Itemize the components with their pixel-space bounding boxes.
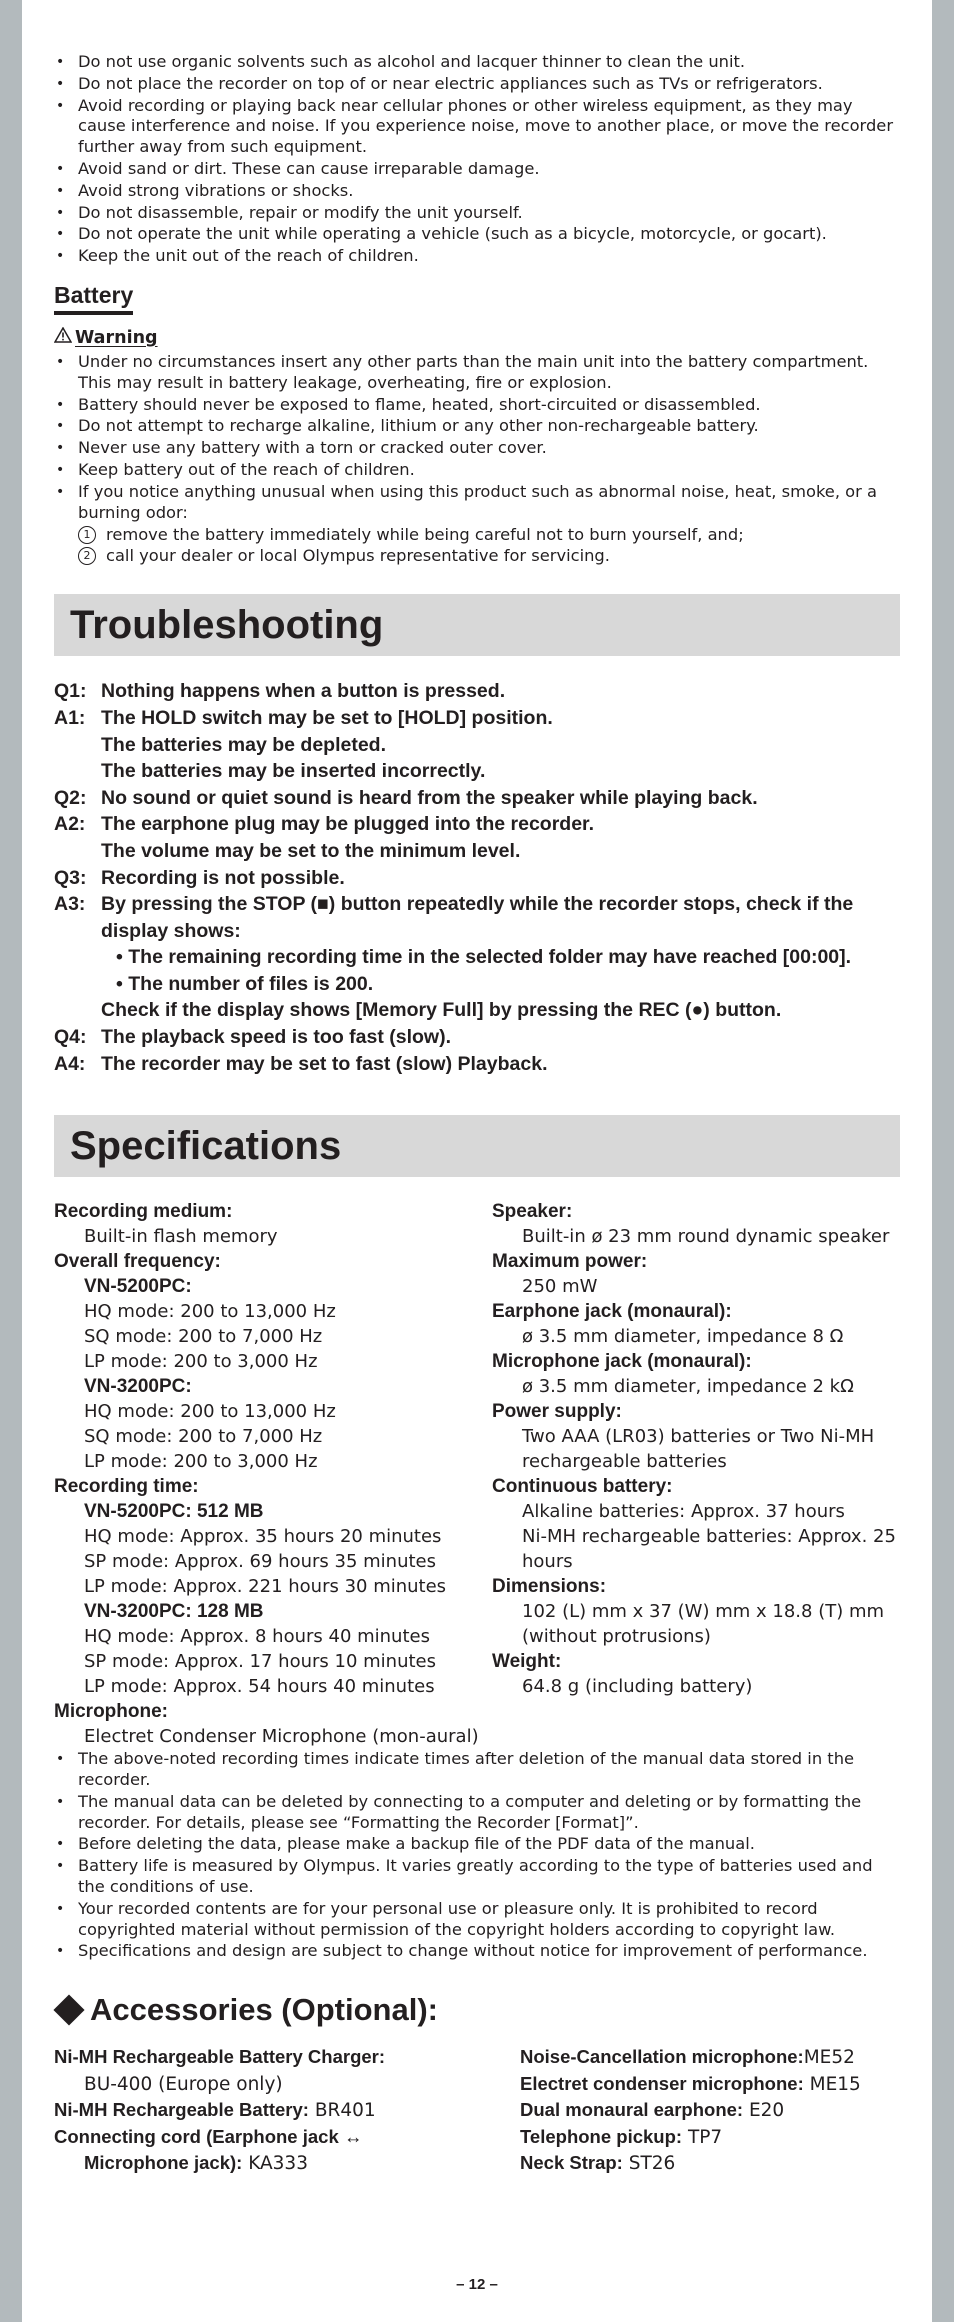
qa-row bbox=[54, 705, 900, 732]
troubleshooting-list bbox=[54, 678, 900, 1077]
spec-value: HQ mode: 200 to 13,000 Hz bbox=[84, 1301, 336, 1323]
spec-value: ø 3.5 mm diameter, impedance 2 kΩ bbox=[522, 1376, 854, 1398]
accessory-label: Telephone pickup: bbox=[520, 2125, 683, 2147]
spec-value: LP mode: 200 to 3,000 Hz bbox=[84, 1451, 318, 1473]
accessory-item bbox=[54, 2044, 520, 2071]
accessory-item bbox=[54, 2150, 520, 2177]
accessory-item bbox=[54, 2124, 520, 2151]
battery-bullet-list bbox=[54, 352, 900, 523]
spec-heading: Weight: bbox=[492, 1651, 562, 1673]
specifications-left-column bbox=[54, 1199, 492, 1749]
spec-heading: Speaker: bbox=[492, 1201, 573, 1223]
diamond-bullet-icon bbox=[53, 1995, 84, 2026]
spec-value: SQ mode: 200 to 7,000 Hz bbox=[84, 1326, 323, 1348]
care-bullet-item: • Do not disassemble, repair or modify the unit yourself. bbox=[54, 203, 900, 224]
care-bullet-item: • Do not place the recorder on top of or near electric appliances such as TVs or refrigerators. bbox=[54, 74, 900, 95]
care-bullet-list bbox=[54, 52, 900, 267]
accessory-label: Connecting cord (Earphone jack ↔ bbox=[54, 2125, 363, 2147]
spec-value: HQ mode: Approx. 35 hours 20 minutes bbox=[84, 1526, 442, 1548]
battery-bullet-item: • Battery should never be exposed to flame, heated, short-circuited or disassembled. bbox=[54, 395, 900, 416]
circled-number: 2 bbox=[78, 547, 96, 565]
spec-value: Built-in ø 23 mm round dynamic speaker bbox=[522, 1226, 890, 1248]
accessory-value: E20 bbox=[743, 2100, 785, 2122]
qa-text: The recorder may be set to fast (slow) Playback. bbox=[101, 1052, 548, 1075]
accessories-table bbox=[54, 2044, 900, 2177]
qa-label bbox=[54, 838, 101, 865]
qa-text: Recording is not possible. bbox=[101, 866, 345, 889]
accessory-value: BU-400 (Europe only) bbox=[84, 2073, 283, 2095]
qa-text: The volume may be set to the minimum level. bbox=[101, 839, 521, 862]
battery-bullet-item: • If you notice anything unusual when using this product such as abnormal noise, heat, smoke, or a burning odor: bbox=[54, 482, 900, 524]
qa-text: • The remaining recording time in the selected folder may have reached [00:00]. bbox=[116, 946, 852, 969]
manual-page bbox=[22, 0, 932, 2322]
specifications-band bbox=[54, 1115, 900, 1177]
qa-row bbox=[54, 891, 900, 944]
spec-model: VN-5200PC: 512 MB bbox=[84, 1501, 264, 1523]
battery-numbered-item bbox=[78, 524, 900, 545]
spec-value: Ni-MH rechargeable batteries: Approx. 25 hours bbox=[522, 1526, 896, 1573]
accessory-label: Electret condenser microphone: bbox=[520, 2072, 804, 2094]
qa-row bbox=[54, 811, 900, 838]
care-bullet-item: • Do not operate the unit while operating a vehicle (such as a bicycle, motorcycle, or gocart). bbox=[54, 224, 900, 245]
numbered-text: call your dealer or local Olympus representative for servicing. bbox=[106, 546, 610, 566]
spec-value: SQ mode: 200 to 7,000 Hz bbox=[84, 1426, 323, 1448]
qa-row bbox=[54, 1051, 900, 1078]
spec-heading: Earphone jack (monaural): bbox=[492, 1301, 732, 1323]
battery-bullet-item: • Keep battery out of the reach of children. bbox=[54, 460, 900, 481]
circled-number: 1 bbox=[78, 526, 96, 544]
qa-row bbox=[54, 678, 900, 705]
notes-list bbox=[54, 1749, 900, 1962]
qa-label: A4: bbox=[54, 1052, 86, 1075]
spec-value: ø 3.5 mm diameter, impedance 8 Ω bbox=[522, 1326, 844, 1348]
qa-label: A2: bbox=[54, 813, 86, 836]
qa-text: The batteries may be depleted. bbox=[101, 733, 387, 756]
qa-text: • The number of files is 200. bbox=[116, 972, 374, 995]
spec-value: 250 mW bbox=[522, 1276, 598, 1298]
accessories-right-column bbox=[520, 2044, 900, 2177]
spec-value: Electret Condenser Microphone (mon-aural) bbox=[84, 1726, 479, 1748]
note-item: • Before deleting the data, please make a backup file of the PDF data of the manual. bbox=[54, 1834, 900, 1855]
accessory-label: Neck Strap: bbox=[520, 2152, 623, 2174]
spec-value: LP mode: 200 to 3,000 Hz bbox=[84, 1351, 318, 1373]
qa-row bbox=[54, 944, 900, 971]
accessory-value: BR401 bbox=[308, 2100, 376, 2122]
spec-heading: Continuous battery: bbox=[492, 1476, 673, 1498]
accessory-value: TP7 bbox=[682, 2126, 723, 2148]
spec-value: Built-in flash memory bbox=[84, 1226, 278, 1248]
spec-value: SP mode: Approx. 17 hours 10 minutes bbox=[84, 1651, 437, 1673]
spec-value: SP mode: Approx. 69 hours 35 minutes bbox=[84, 1551, 437, 1573]
care-bullet-item: • Avoid recording or playing back near cellular phones or other wireless equipment, as they may cause interference and noise. If you experience noise, move to another place, or move the recorder further away from such equipment. bbox=[54, 96, 900, 158]
qa-row bbox=[54, 838, 900, 865]
warning-title: Warning bbox=[75, 327, 158, 348]
care-bullet-item: • Avoid sand or dirt. These can cause irreparable damage. bbox=[54, 159, 900, 180]
spec-heading: Recording time: bbox=[54, 1476, 199, 1498]
qa-label: Q4: bbox=[54, 1026, 87, 1049]
qa-row bbox=[54, 785, 900, 812]
qa-row bbox=[54, 732, 900, 759]
note-item: • The above-noted recording times indicate times after deletion of the manual data stored in the recorder. bbox=[54, 1749, 900, 1791]
spec-heading: Maximum power: bbox=[492, 1251, 648, 1273]
battery-bullet-item: • Do not attempt to recharge alkaline, lithium or any other non-rechargeable battery. bbox=[54, 416, 900, 437]
qa-row bbox=[54, 1024, 900, 1051]
warning-triangle-icon bbox=[54, 327, 72, 348]
spec-value: 102 (L) mm x 37 (W) mm x 18.8 (T) mm (without protrusions) bbox=[522, 1601, 885, 1648]
battery-numbered-item bbox=[78, 545, 900, 566]
accessory-label: Dual monaural earphone: bbox=[520, 2099, 744, 2121]
battery-bullet-item: • Under no circumstances insert any other parts than the main unit into the battery compartment. This may result in battery leakage, overheating, fire or explosion. bbox=[54, 352, 900, 394]
qa-label bbox=[54, 997, 101, 1024]
troubleshooting-title: Troubleshooting bbox=[70, 602, 384, 647]
accessories-left-column bbox=[54, 2044, 520, 2177]
spec-value: 64.8 g (including battery) bbox=[522, 1676, 753, 1698]
qa-text: Nothing happens when a button is pressed. bbox=[101, 680, 506, 703]
qa-label: Q2: bbox=[54, 786, 87, 809]
note-item: • Battery life is measured by Olympus. It varies greatly according to the type of batteries used and the conditions of use. bbox=[54, 1856, 900, 1898]
warning-heading bbox=[54, 327, 900, 348]
qa-text: The HOLD switch may be set to [HOLD] position. bbox=[101, 706, 553, 729]
accessory-label: Ni-MH Rechargeable Battery: bbox=[54, 2099, 309, 2121]
accessories-heading bbox=[54, 1992, 900, 2028]
battery-numbered-list bbox=[78, 524, 900, 566]
care-bullet-item: • Do not use organic solvents such as alcohol and lacquer thinner to clean the unit. bbox=[54, 52, 900, 73]
spec-value: HQ mode: 200 to 13,000 Hz bbox=[84, 1401, 336, 1423]
qa-row bbox=[54, 865, 900, 892]
specifications-title: Specifications bbox=[70, 1123, 342, 1168]
qa-label bbox=[54, 758, 101, 785]
qa-text: Check if the display shows [Memory Full] by pressing the REC (●) button. bbox=[101, 999, 782, 1022]
battery-bullet-item: • Never use any battery with a torn or cracked outer cover. bbox=[54, 438, 900, 459]
battery-section-title: Battery bbox=[54, 282, 133, 315]
spec-heading: Recording medium: bbox=[54, 1201, 233, 1223]
qa-label bbox=[54, 944, 101, 971]
accessory-item bbox=[520, 2150, 900, 2177]
care-bullet-item: • Avoid strong vibrations or shocks. bbox=[54, 181, 900, 202]
spec-heading: Microphone: bbox=[54, 1701, 168, 1723]
accessory-item bbox=[520, 2097, 900, 2124]
spec-value: LP mode: Approx. 221 hours 30 minutes bbox=[84, 1576, 447, 1598]
spec-value: Alkaline batteries: Approx. 37 hours bbox=[522, 1501, 845, 1523]
qa-row bbox=[54, 758, 900, 785]
specifications-table bbox=[54, 1199, 900, 1749]
accessory-item bbox=[54, 2071, 520, 2098]
qa-text: The batteries may be inserted incorrectly. bbox=[101, 760, 486, 783]
spec-heading: Power supply: bbox=[492, 1401, 622, 1423]
accessory-value: ME15 bbox=[803, 2073, 861, 2095]
troubleshooting-band bbox=[54, 594, 900, 656]
accessories-title: Accessories (Optional): bbox=[90, 1992, 438, 2028]
qa-label bbox=[54, 971, 101, 998]
accessory-item bbox=[520, 2124, 900, 2151]
note-item: • Your recorded contents are for your personal use or pleasure only. It is prohibited to record copyrighted material without permission of the copyright holders according to copyright law. bbox=[54, 1899, 900, 1941]
accessory-item bbox=[520, 2044, 900, 2071]
qa-text: The earphone plug may be plugged into the recorder. bbox=[101, 813, 594, 836]
qa-label: A3: bbox=[54, 893, 86, 916]
qa-row bbox=[54, 971, 900, 998]
spec-model: VN-3200PC: 128 MB bbox=[84, 1601, 264, 1623]
accessory-value: ME52 bbox=[803, 2047, 855, 2069]
spec-value: LP mode: Approx. 54 hours 40 minutes bbox=[84, 1676, 435, 1698]
qa-text: The playback speed is too fast (slow). bbox=[101, 1026, 452, 1049]
spec-model: VN-3200PC: bbox=[84, 1376, 192, 1398]
page-number: – 12 – bbox=[456, 2276, 498, 2293]
qa-label: A1: bbox=[54, 706, 86, 729]
accessory-value: ST26 bbox=[622, 2153, 676, 2175]
spec-model: VN-5200PC: bbox=[84, 1276, 192, 1298]
specifications-right-column bbox=[492, 1199, 900, 1749]
spec-value: HQ mode: Approx. 8 hours 40 minutes bbox=[84, 1626, 430, 1648]
spec-heading: Overall frequency: bbox=[54, 1251, 221, 1273]
accessory-label: Microphone jack): bbox=[84, 2152, 243, 2174]
qa-label bbox=[54, 732, 101, 759]
qa-label: Q1: bbox=[54, 680, 87, 703]
page-content bbox=[54, 52, 900, 2177]
care-bullet-item: • Keep the unit out of the reach of children. bbox=[54, 246, 900, 267]
spec-heading: Dimensions: bbox=[492, 1576, 607, 1598]
accessory-label: Noise-Cancellation microphone: bbox=[520, 2046, 804, 2068]
spec-heading: Microphone jack (monaural): bbox=[492, 1351, 752, 1373]
accessory-label: Ni-MH Rechargeable Battery Charger: bbox=[54, 2046, 386, 2068]
qa-text: By pressing the STOP (■) button repeatedly while the recorder stops, check if the display shows: bbox=[101, 893, 854, 942]
qa-label: Q3: bbox=[54, 866, 87, 889]
qa-text: No sound or quiet sound is heard from the speaker while playing back. bbox=[101, 786, 758, 809]
accessory-item bbox=[520, 2071, 900, 2098]
accessory-value: KA333 bbox=[242, 2153, 308, 2175]
spec-value: Two AAA (LR03) batteries or Two Ni-MH rechargeable batteries bbox=[522, 1426, 875, 1473]
note-item: • The manual data can be deleted by connecting to a computer and deleting or by formatting the recorder. For details, please see “Formatting the Recorder [Format]”. bbox=[54, 1792, 900, 1834]
numbered-text: remove the battery immediately while being careful not to burn yourself, and; bbox=[106, 525, 744, 545]
qa-row bbox=[54, 997, 900, 1024]
accessory-item bbox=[54, 2097, 520, 2124]
note-item: • Specifications and design are subject to change without notice for improvement of performance. bbox=[54, 1941, 900, 1962]
